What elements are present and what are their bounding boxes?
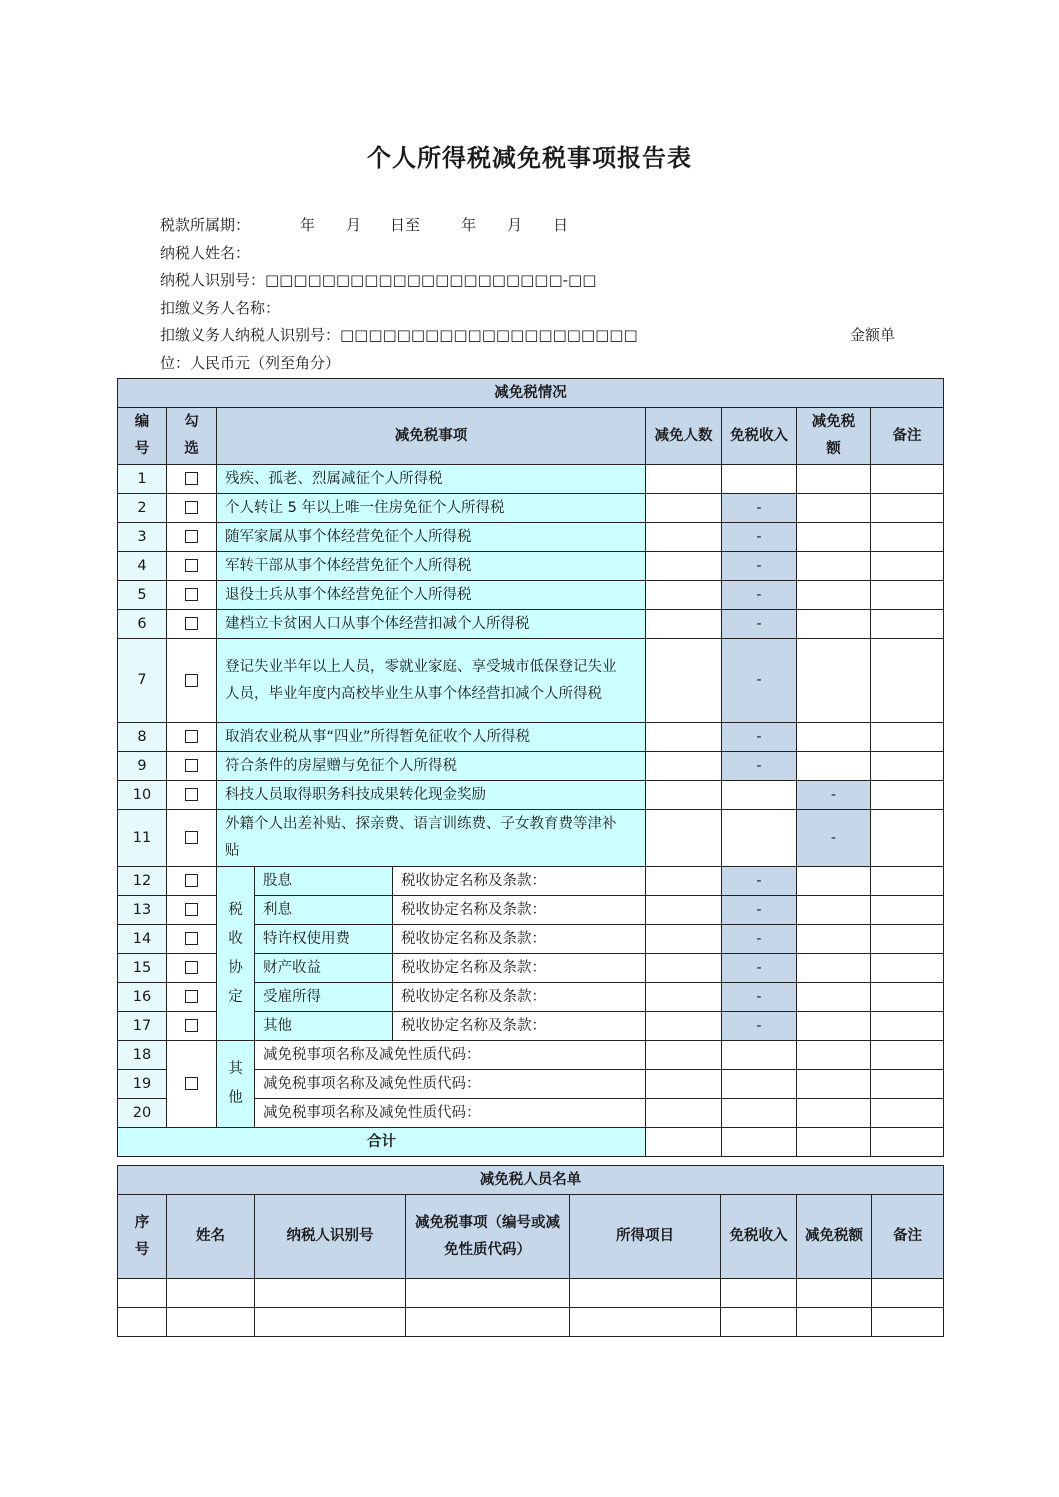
cell-count[interactable] bbox=[646, 523, 722, 552]
row-no: 5 bbox=[118, 581, 167, 610]
row-checkbox[interactable] bbox=[167, 983, 217, 1012]
row-no: 18 bbox=[118, 1041, 167, 1070]
cell-remark[interactable] bbox=[871, 781, 944, 810]
row-item: 退役士兵从事个体经营免征个人所得税 bbox=[217, 581, 646, 610]
row-checkbox[interactable] bbox=[167, 954, 217, 983]
row-no: 14 bbox=[118, 925, 167, 954]
cell-amount[interactable] bbox=[797, 610, 871, 639]
other-item-field[interactable]: 减免税事项名称及减免性质代码： bbox=[255, 1070, 646, 1099]
col-header-relief-item: 减免税事项（编号或减免性质代码） bbox=[406, 1195, 570, 1279]
row-item: 个人转让 5 年以上唯一住房免征个人所得税 bbox=[217, 494, 646, 523]
table-row bbox=[118, 610, 944, 639]
treaty-group-label: 税收协定 bbox=[217, 867, 255, 1041]
cell-income-na: - bbox=[722, 752, 797, 781]
cell-amount[interactable] bbox=[797, 954, 871, 983]
row-checkbox[interactable] bbox=[167, 494, 217, 523]
treaty-clause[interactable]: 税收协定名称及条款： bbox=[393, 925, 646, 954]
col-header-check: 勾选 bbox=[167, 408, 217, 465]
table-row bbox=[118, 867, 944, 896]
row-no: 15 bbox=[118, 954, 167, 983]
row-checkbox[interactable] bbox=[167, 1012, 217, 1041]
cell-income-na: - bbox=[722, 925, 797, 954]
table-row bbox=[118, 552, 944, 581]
other-item-field[interactable]: 减免税事项名称及减免性质代码： bbox=[255, 1041, 646, 1070]
treaty-income-type: 特许权使用费 bbox=[255, 925, 393, 954]
withholder-id-line: 扣缴义务人纳税人识别号：□□□□□□□□□□□□□□□□□□□□□ bbox=[160, 326, 638, 344]
cell-income-na: - bbox=[722, 552, 797, 581]
cell-income-na: - bbox=[722, 581, 797, 610]
cell-income[interactable] bbox=[722, 465, 797, 494]
cell-income[interactable] bbox=[722, 1041, 797, 1070]
cell-income[interactable] bbox=[722, 810, 797, 867]
total-income[interactable] bbox=[722, 1128, 797, 1157]
cell-tin[interactable] bbox=[255, 1308, 406, 1337]
other-group-label: 其他 bbox=[217, 1041, 255, 1128]
col-header-income: 免税收入 bbox=[721, 1195, 797, 1279]
cell-remark[interactable] bbox=[871, 610, 944, 639]
withholder-name-line: 扣缴义务人名称： bbox=[160, 299, 281, 317]
cell-amount[interactable] bbox=[797, 896, 871, 925]
checkbox-icon bbox=[185, 730, 198, 743]
period-label: 税款所属期： bbox=[160, 216, 251, 234]
cell-income[interactable] bbox=[722, 781, 797, 810]
row-item: 残疾、孤老、烈属减征个人所得税 bbox=[217, 465, 646, 494]
cell-count[interactable] bbox=[646, 610, 722, 639]
cell-amount[interactable] bbox=[797, 1279, 872, 1308]
cell-income-na: - bbox=[722, 1012, 797, 1041]
cell-count[interactable] bbox=[646, 581, 722, 610]
col-header-income-type: 所得项目 bbox=[570, 1195, 721, 1279]
total-count[interactable] bbox=[646, 1128, 722, 1157]
amount-unit-b: 位：人民币元（列至角分） bbox=[160, 354, 341, 372]
treaty-income-type: 受雇所得 bbox=[255, 983, 393, 1012]
cell-amount[interactable] bbox=[797, 1041, 871, 1070]
table-row bbox=[118, 523, 944, 552]
cell-amount[interactable] bbox=[797, 1099, 871, 1128]
cell-remark[interactable] bbox=[871, 723, 944, 752]
row-no: 11 bbox=[118, 810, 167, 867]
other-checkbox[interactable] bbox=[167, 1041, 217, 1128]
table-row bbox=[118, 752, 944, 781]
row-checkbox[interactable] bbox=[167, 781, 217, 810]
total-amount[interactable] bbox=[797, 1128, 871, 1157]
taxpayer-id-line: 纳税人识别号：□□□□□□□□□□□□□□□□□□□□□-□□ bbox=[160, 271, 597, 289]
cell-amount[interactable] bbox=[797, 1012, 871, 1041]
total-row bbox=[118, 1128, 944, 1157]
cell-count[interactable] bbox=[646, 1012, 722, 1041]
cell-count[interactable] bbox=[646, 1070, 722, 1099]
row-checkbox[interactable] bbox=[167, 810, 217, 867]
table-row bbox=[118, 781, 944, 810]
cell-income-type[interactable] bbox=[570, 1308, 721, 1337]
row-no: 10 bbox=[118, 781, 167, 810]
total-label: 合计 bbox=[118, 1128, 646, 1157]
treaty-clause[interactable]: 税收协定名称及条款： bbox=[393, 1012, 646, 1041]
row-checkbox[interactable] bbox=[167, 610, 217, 639]
cell-count[interactable] bbox=[646, 810, 722, 867]
cell-seq[interactable] bbox=[118, 1279, 167, 1308]
row-no: 4 bbox=[118, 552, 167, 581]
checkbox-icon bbox=[185, 674, 198, 687]
row-item: 登记失业半年以上人员，零就业家庭、享受城市低保登记失业人员，毕业年度内高校毕业生从事个体经营扣减个人所得税 bbox=[217, 639, 646, 723]
cell-relief-item[interactable] bbox=[406, 1308, 570, 1337]
cell-income-na: - bbox=[722, 523, 797, 552]
row-no: 16 bbox=[118, 983, 167, 1012]
cell-tin[interactable] bbox=[255, 1279, 406, 1308]
treaty-clause[interactable]: 税收协定名称及条款： bbox=[393, 983, 646, 1012]
cell-amount[interactable] bbox=[797, 1308, 872, 1337]
cell-count[interactable] bbox=[646, 867, 722, 896]
cell-remark[interactable] bbox=[871, 896, 944, 925]
checkbox-icon bbox=[185, 990, 198, 1003]
cell-amount[interactable] bbox=[797, 867, 871, 896]
row-no: 3 bbox=[118, 523, 167, 552]
treaty-clause[interactable]: 税收协定名称及条款： bbox=[393, 896, 646, 925]
cell-count[interactable] bbox=[646, 639, 722, 723]
cell-amount[interactable] bbox=[797, 465, 871, 494]
cell-amount[interactable] bbox=[797, 581, 871, 610]
cell-income-na: - bbox=[722, 983, 797, 1012]
period-day-from: 日至 bbox=[390, 216, 421, 234]
col-header-seq: 序号 bbox=[118, 1195, 167, 1279]
checkbox-icon bbox=[185, 831, 198, 844]
checkbox-icon bbox=[185, 788, 198, 801]
table-row bbox=[118, 723, 944, 752]
cell-remark[interactable] bbox=[871, 465, 944, 494]
row-checkbox[interactable] bbox=[167, 925, 217, 954]
cell-remark[interactable] bbox=[871, 552, 944, 581]
table-row bbox=[118, 494, 944, 523]
cell-remark[interactable] bbox=[871, 954, 944, 983]
col-header-remark: 备注 bbox=[871, 408, 944, 465]
row-no: 17 bbox=[118, 1012, 167, 1041]
cell-count[interactable] bbox=[646, 723, 722, 752]
row-item: 外籍个人出差补贴、探亲费、语言训练费、子女教育费等津补贴 bbox=[217, 810, 646, 867]
treaty-income-type: 其他 bbox=[255, 1012, 393, 1041]
cell-amount[interactable] bbox=[797, 925, 871, 954]
treaty-income-type: 利息 bbox=[255, 896, 393, 925]
other-item-field[interactable]: 减免税事项名称及减免性质代码： bbox=[255, 1099, 646, 1128]
col-header-no: 编号 bbox=[118, 408, 167, 465]
cell-remark[interactable] bbox=[871, 925, 944, 954]
cell-name[interactable] bbox=[167, 1308, 255, 1337]
checkbox-icon bbox=[185, 617, 198, 630]
col-header-amount: 减免税额 bbox=[797, 408, 871, 465]
cell-amount[interactable] bbox=[797, 1070, 871, 1099]
table-row bbox=[118, 1308, 944, 1337]
treaty-clause[interactable]: 税收协定名称及条款： bbox=[393, 867, 646, 896]
period-year-from: 年 bbox=[300, 216, 316, 234]
checkbox-icon bbox=[185, 874, 198, 887]
cell-income[interactable] bbox=[722, 1070, 797, 1099]
row-no: 13 bbox=[118, 896, 167, 925]
personnel-section-title: 减免税人员名单 bbox=[118, 1166, 944, 1195]
cell-count[interactable] bbox=[646, 983, 722, 1012]
col-header-tin: 纳税人识别号 bbox=[255, 1195, 406, 1279]
checkbox-icon bbox=[185, 1019, 198, 1032]
treaty-income-type: 股息 bbox=[255, 867, 393, 896]
page-title: 个人所得税减免税事项报告表 bbox=[367, 144, 692, 172]
period-day-to: 日 bbox=[553, 216, 569, 234]
col-header-income: 免税收入 bbox=[722, 408, 797, 465]
row-item: 符合条件的房屋赠与免征个人所得税 bbox=[217, 752, 646, 781]
cell-count[interactable] bbox=[646, 954, 722, 983]
cell-count[interactable] bbox=[646, 552, 722, 581]
cell-remark[interactable] bbox=[871, 983, 944, 1012]
cell-income-na: - bbox=[722, 867, 797, 896]
row-checkbox[interactable] bbox=[167, 523, 217, 552]
row-no: 6 bbox=[118, 610, 167, 639]
period-month-from: 月 bbox=[346, 216, 362, 234]
treaty-clause[interactable]: 税收协定名称及条款： bbox=[393, 954, 646, 983]
cell-income-na: - bbox=[722, 723, 797, 752]
row-no: 12 bbox=[118, 867, 167, 896]
cell-income-na: - bbox=[722, 954, 797, 983]
cell-income-na: - bbox=[722, 494, 797, 523]
cell-count[interactable] bbox=[646, 752, 722, 781]
total-remark[interactable] bbox=[871, 1128, 944, 1157]
cell-remark[interactable] bbox=[872, 1308, 944, 1337]
row-checkbox[interactable] bbox=[167, 465, 217, 494]
relief-table bbox=[117, 378, 944, 1157]
cell-remark[interactable] bbox=[871, 867, 944, 896]
cell-remark[interactable] bbox=[871, 639, 944, 723]
cell-remark[interactable] bbox=[871, 523, 944, 552]
relief-section-title: 减免税情况 bbox=[118, 379, 944, 408]
cell-remark[interactable] bbox=[871, 581, 944, 610]
cell-income-na: - bbox=[722, 639, 797, 723]
cell-income-na: - bbox=[722, 896, 797, 925]
table-row bbox=[118, 1279, 944, 1308]
col-header-count: 减免人数 bbox=[646, 408, 722, 465]
cell-count[interactable] bbox=[646, 896, 722, 925]
checkbox-icon bbox=[185, 903, 198, 916]
cell-remark[interactable] bbox=[871, 1070, 944, 1099]
cell-remark[interactable] bbox=[871, 752, 944, 781]
cell-income-type[interactable] bbox=[570, 1279, 721, 1308]
table-row bbox=[118, 465, 944, 494]
table-row bbox=[118, 810, 944, 867]
row-no: 7 bbox=[118, 639, 167, 723]
row-no: 9 bbox=[118, 752, 167, 781]
row-item: 建档立卡贫困人口从事个体经营扣减个人所得税 bbox=[217, 610, 646, 639]
row-item: 科技人员取得职务科技成果转化现金奖励 bbox=[217, 781, 646, 810]
cell-income-na: - bbox=[722, 610, 797, 639]
row-item: 军转干部从事个体经营免征个人所得税 bbox=[217, 552, 646, 581]
period-month-to: 月 bbox=[507, 216, 523, 234]
row-no: 20 bbox=[118, 1099, 167, 1128]
cell-relief-item[interactable] bbox=[406, 1279, 570, 1308]
cell-count[interactable] bbox=[646, 1099, 722, 1128]
row-no: 1 bbox=[118, 465, 167, 494]
cell-income[interactable] bbox=[721, 1279, 797, 1308]
cell-amount[interactable] bbox=[797, 983, 871, 1012]
cell-remark[interactable] bbox=[871, 494, 944, 523]
cell-remark[interactable] bbox=[871, 810, 944, 867]
row-no: 8 bbox=[118, 723, 167, 752]
cell-amount[interactable] bbox=[797, 523, 871, 552]
row-item: 取消农业税从事“四业”所得暂免征收个人所得税 bbox=[217, 723, 646, 752]
col-header-name: 姓名 bbox=[167, 1195, 255, 1279]
cell-count[interactable] bbox=[646, 925, 722, 954]
cell-remark[interactable] bbox=[872, 1279, 944, 1308]
row-checkbox[interactable] bbox=[167, 896, 217, 925]
checkbox-icon bbox=[185, 961, 198, 974]
checkbox-icon bbox=[185, 472, 198, 485]
cell-amount-na: - bbox=[797, 781, 871, 810]
col-header-remark: 备注 bbox=[872, 1195, 944, 1279]
amount-unit-a: 金额单 bbox=[850, 326, 896, 344]
cell-count[interactable] bbox=[646, 494, 722, 523]
cell-remark[interactable] bbox=[871, 1099, 944, 1128]
cell-amount[interactable] bbox=[797, 639, 871, 723]
cell-count[interactable] bbox=[646, 465, 722, 494]
cell-income[interactable] bbox=[721, 1308, 797, 1337]
period-year-to: 年 bbox=[461, 216, 477, 234]
row-checkbox[interactable] bbox=[167, 723, 217, 752]
row-checkbox[interactable] bbox=[167, 867, 217, 896]
row-checkbox[interactable] bbox=[167, 639, 217, 723]
cell-amount[interactable] bbox=[797, 494, 871, 523]
checkbox-icon bbox=[185, 501, 198, 514]
cell-amount[interactable] bbox=[797, 752, 871, 781]
checkbox-icon bbox=[185, 588, 198, 601]
personnel-table bbox=[117, 1165, 944, 1337]
treaty-income-type: 财产收益 bbox=[255, 954, 393, 983]
row-checkbox[interactable] bbox=[167, 581, 217, 610]
col-header-item: 减免税事项 bbox=[217, 408, 646, 465]
cell-seq[interactable] bbox=[118, 1308, 167, 1337]
checkbox-icon bbox=[185, 1077, 198, 1090]
cell-remark[interactable] bbox=[871, 1012, 944, 1041]
checkbox-icon bbox=[185, 932, 198, 945]
col-header-amount: 减免税额 bbox=[797, 1195, 872, 1279]
cell-amount[interactable] bbox=[797, 552, 871, 581]
checkbox-icon bbox=[185, 759, 198, 772]
table-row bbox=[118, 581, 944, 610]
table-row bbox=[118, 1041, 944, 1070]
cell-income[interactable] bbox=[722, 1099, 797, 1128]
taxpayer-name-line: 纳税人姓名： bbox=[160, 244, 251, 262]
cell-count[interactable] bbox=[646, 1041, 722, 1070]
checkbox-icon bbox=[185, 530, 198, 543]
cell-remark[interactable] bbox=[871, 1041, 944, 1070]
row-item: 随军家属从事个体经营免征个人所得税 bbox=[217, 523, 646, 552]
period-line bbox=[160, 215, 568, 235]
cell-name[interactable] bbox=[167, 1279, 255, 1308]
cell-amount-na: - bbox=[797, 810, 871, 867]
table-row bbox=[118, 639, 944, 723]
row-no: 2 bbox=[118, 494, 167, 523]
checkbox-icon bbox=[185, 559, 198, 572]
row-checkbox[interactable] bbox=[167, 552, 217, 581]
row-checkbox[interactable] bbox=[167, 752, 217, 781]
row-no: 19 bbox=[118, 1070, 167, 1099]
cell-count[interactable] bbox=[646, 781, 722, 810]
cell-amount[interactable] bbox=[797, 723, 871, 752]
